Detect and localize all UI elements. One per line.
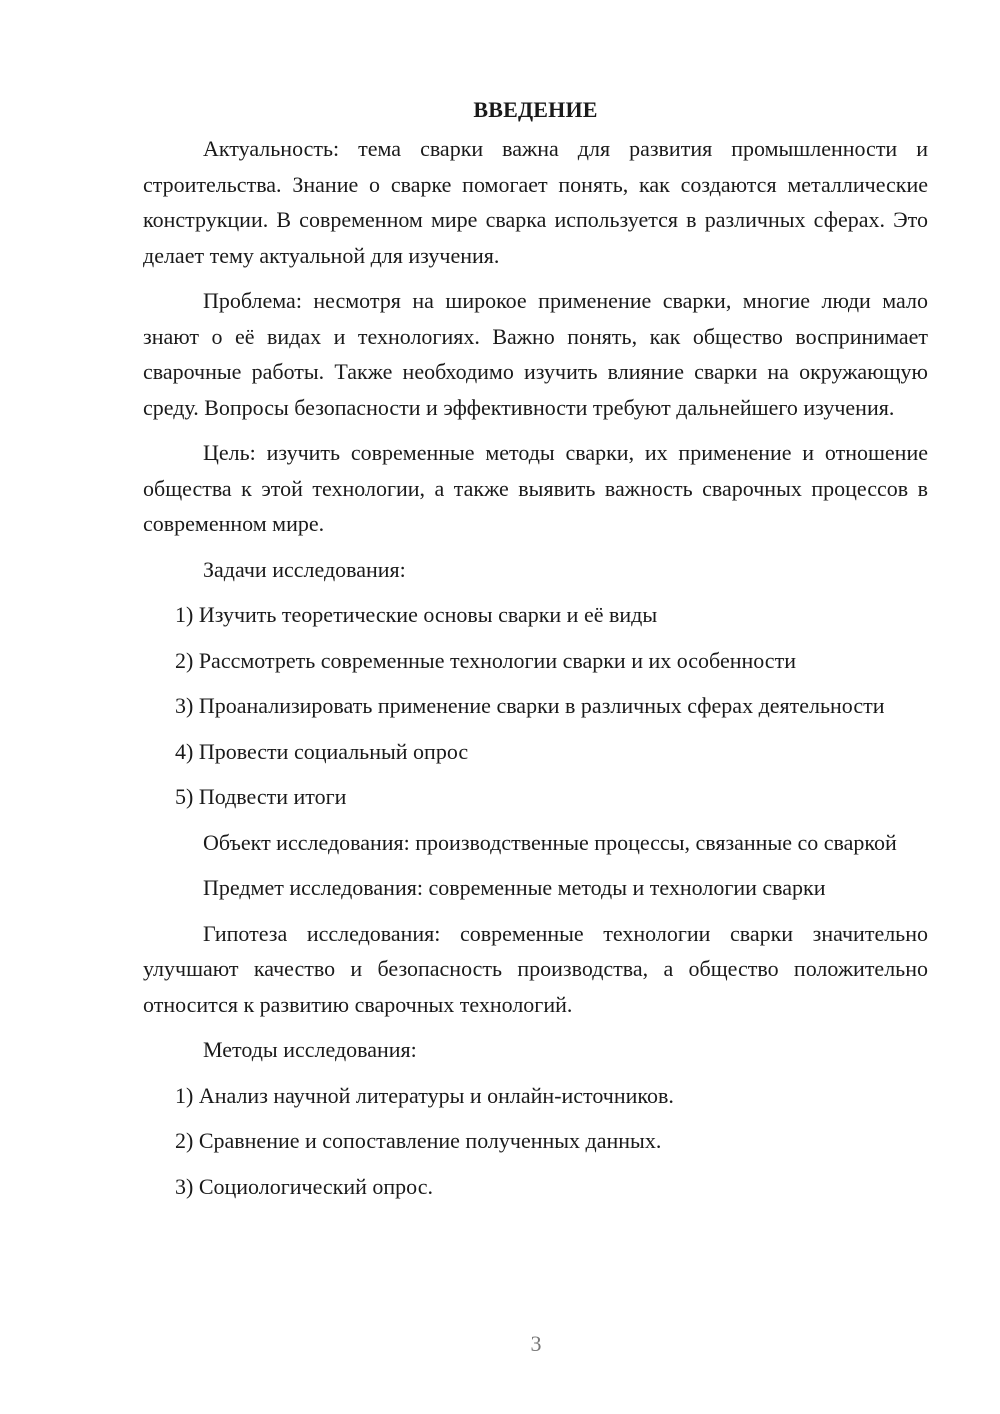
goal-paragraph: Цель: изучить современные методы сварки, их применение и отношение общества к этой технологии, а также выявить важность сварочных процессов в современном мире. [143,440,928,536]
section-heading: ВВЕДЕНИЕ [473,97,598,122]
list-item: 3) Проанализировать применение сварки в различных сферах деятельности [175,693,885,718]
object-paragraph: Объект исследования: производственные процессы, связанные со сваркой [203,829,897,855]
list-item: 2) Рассмотреть современные технологии сварки и их особенности [175,647,796,673]
page-number: 3 [530,1331,542,1356]
list-item: 2) Сравнение и сопоставление полученных данных. [175,1128,662,1153]
hypothesis-paragraph: Гипотеза исследования: современные технологии сварки значительно улучшают качество и безопасность производства, а общество положительно относится к развитию сварочных технологий. [143,920,928,1017]
list-item: 4) Провести социальный опрос [175,738,469,764]
list-item: 1) Изучить теоретические основы сварки и её виды [175,602,658,627]
problem-paragraph: Проблема: несмотря на широкое применение сварки, многие люди мало знают о её видах и технологиях. Важно понять, как общество воспринимает сварочные работы. Также необходимо изучить влияние сварки на окружающую среду. Вопросы безопасности и эффективности требуют дальнейшего изучения. [143,288,928,420]
tasks-title: Задачи исследования: [203,556,406,582]
list-item: 5) Подвести итоги [175,784,347,809]
relevance-paragraph: Актуальность: тема сварки важна для развития промышленности и строительства. Знание о сварке помогает понять, как создаются металлические конструкции. В современном мире сварка используется в различных сферах. Это делает тему актуальной для изучения. [143,136,928,268]
list-item: 3) Социологический опрос. [175,1173,433,1199]
subject-paragraph: Предмет исследования: современные методы и технологии сварки [203,875,826,900]
methods-title: Методы исследования: [203,1037,417,1062]
document-page [143,92,928,1214]
list-item: 1) Анализ научной литературы и онлайн-источников. [175,1082,674,1108]
